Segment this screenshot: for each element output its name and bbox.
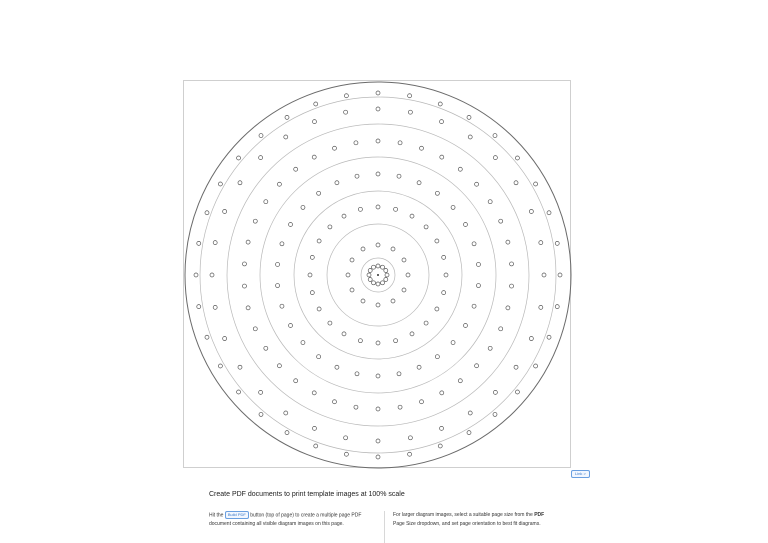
- hole-mark: [332, 400, 336, 404]
- hole-mark: [514, 181, 518, 185]
- build-pdf-button[interactable]: Build PDF: [225, 511, 249, 519]
- hole-mark: [372, 281, 376, 285]
- hole-mark: [361, 247, 365, 251]
- hole-mark: [342, 332, 346, 336]
- hole-mark: [332, 146, 336, 150]
- hole-mark: [463, 223, 467, 227]
- hole-mark: [493, 412, 497, 416]
- hole-mark: [408, 436, 412, 440]
- hole-mark: [361, 299, 365, 303]
- hole-mark: [458, 379, 462, 383]
- hole-mark: [493, 390, 497, 394]
- hole-mark: [435, 307, 439, 311]
- circular-hole-template-diagram: [184, 81, 572, 469]
- hole-mark: [328, 321, 332, 325]
- hole-mark: [264, 200, 268, 204]
- hole-mark: [205, 211, 209, 215]
- hole-mark: [246, 240, 250, 244]
- hole-mark: [402, 258, 406, 262]
- hole-mark: [402, 288, 406, 292]
- hole-mark: [344, 452, 348, 456]
- hole-mark: [310, 291, 314, 295]
- hole-mark: [384, 278, 388, 282]
- hole-mark: [499, 327, 503, 331]
- note-bold-text: PDF: [534, 512, 545, 518]
- divider: [384, 511, 385, 543]
- hole-mark: [440, 391, 444, 395]
- hole-mark: [476, 262, 480, 266]
- hole-mark: [510, 284, 514, 288]
- hole-mark: [397, 372, 401, 376]
- hole-mark: [410, 214, 414, 218]
- hole-mark: [438, 102, 442, 106]
- hole-mark: [417, 365, 421, 369]
- hole-mark: [289, 324, 293, 328]
- hole-mark: [398, 405, 402, 409]
- hole-mark: [285, 115, 289, 119]
- hole-mark: [451, 205, 455, 209]
- hole-mark: [420, 146, 424, 150]
- hole-mark: [493, 156, 497, 160]
- hole-mark: [381, 281, 385, 285]
- hole-mark: [468, 135, 472, 139]
- hole-mark: [468, 411, 472, 415]
- hole-mark: [358, 339, 362, 343]
- hole-mark: [529, 209, 533, 213]
- hole-mark: [472, 242, 476, 246]
- hole-mark: [488, 346, 492, 350]
- hole-mark: [259, 390, 263, 394]
- hole-mark: [317, 355, 321, 359]
- hole-mark: [317, 191, 321, 195]
- hole-mark: [376, 264, 380, 268]
- hole-mark: [344, 436, 348, 440]
- hole-mark: [213, 241, 217, 245]
- hole-mark: [310, 255, 314, 259]
- page-size-note: [393, 511, 553, 529]
- hole-mark: [284, 411, 288, 415]
- hole-mark: [529, 337, 533, 341]
- hole-mark: [515, 390, 519, 394]
- hole-mark: [280, 304, 284, 308]
- hole-mark: [410, 332, 414, 336]
- hole-mark: [367, 273, 371, 277]
- hole-mark: [317, 239, 321, 243]
- hole-mark: [308, 273, 312, 277]
- hole-mark: [424, 225, 428, 229]
- hole-mark: [376, 172, 380, 176]
- hole-mark: [259, 134, 263, 138]
- hole-mark: [242, 262, 246, 266]
- hole-mark: [376, 455, 380, 459]
- hole-mark: [488, 200, 492, 204]
- center-mark: [377, 274, 379, 276]
- hole-mark: [438, 444, 442, 448]
- hole-mark: [376, 303, 380, 307]
- hole-mark: [376, 243, 380, 247]
- hole-mark: [213, 305, 217, 309]
- hole-mark: [376, 91, 380, 95]
- hole-mark: [280, 242, 284, 246]
- hole-mark: [238, 181, 242, 185]
- hole-mark: [223, 209, 227, 213]
- hole-mark: [276, 284, 280, 288]
- hole-mark: [376, 107, 380, 111]
- hole-mark: [376, 341, 380, 345]
- hole-mark: [451, 341, 455, 345]
- hole-mark: [317, 307, 321, 311]
- hole-mark: [335, 181, 339, 185]
- hole-mark: [376, 205, 380, 209]
- hole-mark: [259, 156, 263, 160]
- note-text: Hit the: [209, 512, 224, 519]
- hole-mark: [350, 288, 354, 292]
- hole-mark: [312, 391, 316, 395]
- hole-mark: [391, 299, 395, 303]
- diagram-frame: [183, 80, 571, 468]
- hole-mark: [408, 110, 412, 114]
- hole-mark: [376, 439, 380, 443]
- hole-mark: [514, 365, 518, 369]
- hole-mark: [376, 407, 380, 411]
- hole-mark: [435, 191, 439, 195]
- frame-link-button[interactable]: Link >: [571, 470, 590, 478]
- hole-mark: [547, 211, 551, 215]
- hole-mark: [510, 262, 514, 266]
- hole-mark: [242, 284, 246, 288]
- hole-mark: [499, 219, 503, 223]
- hole-mark: [440, 120, 444, 124]
- hole-mark: [506, 306, 510, 310]
- hole-mark: [442, 255, 446, 259]
- hole-mark: [534, 182, 538, 186]
- hole-mark: [408, 452, 412, 456]
- note-text: For larger diagram images, select a suitable page size from the: [393, 512, 533, 518]
- hole-mark: [314, 102, 318, 106]
- hole-mark: [539, 241, 543, 245]
- hole-mark: [444, 273, 448, 277]
- hole-mark: [354, 405, 358, 409]
- hole-mark: [542, 273, 546, 277]
- hole-mark: [442, 291, 446, 295]
- hole-mark: [284, 135, 288, 139]
- hole-mark: [210, 273, 214, 277]
- hole-mark: [440, 155, 444, 159]
- hole-mark: [408, 94, 412, 98]
- hole-mark: [476, 284, 480, 288]
- hole-mark: [372, 265, 376, 269]
- hole-mark: [344, 110, 348, 114]
- hole-mark: [237, 390, 241, 394]
- hole-mark: [475, 364, 479, 368]
- hole-mark: [344, 94, 348, 98]
- hole-mark: [368, 278, 372, 282]
- hole-mark: [264, 346, 268, 350]
- hole-mark: [312, 120, 316, 124]
- hole-mark: [555, 305, 559, 309]
- hole-mark: [253, 327, 257, 331]
- hole-mark: [289, 223, 293, 227]
- hole-mark: [391, 247, 395, 251]
- hole-mark: [376, 139, 380, 143]
- hole-mark: [197, 241, 201, 245]
- hole-mark: [506, 240, 510, 244]
- hole-mark: [355, 174, 359, 178]
- hole-mark: [385, 273, 389, 277]
- hole-mark: [420, 400, 424, 404]
- hole-mark: [294, 167, 298, 171]
- hole-mark: [285, 431, 289, 435]
- hole-mark: [384, 269, 388, 273]
- hole-mark: [277, 182, 281, 186]
- hole-mark: [237, 156, 241, 160]
- note-text: button (top of page) to create a multiple page PDF document containing all visible diagram images on this page.: [209, 512, 362, 528]
- hole-mark: [312, 426, 316, 430]
- hole-mark: [472, 304, 476, 308]
- hole-mark: [350, 258, 354, 262]
- build-pdf-note: [209, 511, 377, 529]
- hole-mark: [467, 115, 471, 119]
- hole-mark: [205, 335, 209, 339]
- hole-mark: [555, 241, 559, 245]
- hole-mark: [398, 141, 402, 145]
- hole-mark: [376, 374, 380, 378]
- hole-mark: [547, 335, 551, 339]
- hole-mark: [314, 444, 318, 448]
- hole-mark: [467, 431, 471, 435]
- hole-mark: [246, 306, 250, 310]
- hole-mark: [354, 141, 358, 145]
- hole-mark: [435, 355, 439, 359]
- footer-title: Create PDF documents to print template images at 100% scale: [209, 491, 405, 498]
- hole-mark: [381, 265, 385, 269]
- hole-mark: [342, 214, 346, 218]
- hole-mark: [463, 324, 467, 328]
- hole-mark: [440, 426, 444, 430]
- hole-mark: [424, 321, 428, 325]
- hole-mark: [493, 134, 497, 138]
- hole-mark: [335, 365, 339, 369]
- hole-mark: [218, 364, 222, 368]
- hole-mark: [253, 219, 257, 223]
- hole-mark: [346, 273, 350, 277]
- hole-mark: [558, 273, 562, 277]
- hole-mark: [539, 305, 543, 309]
- hole-mark: [417, 181, 421, 185]
- hole-mark: [475, 182, 479, 186]
- hole-mark: [435, 239, 439, 243]
- hole-mark: [197, 305, 201, 309]
- hole-mark: [259, 412, 263, 416]
- hole-mark: [534, 364, 538, 368]
- hole-mark: [397, 174, 401, 178]
- hole-mark: [394, 339, 398, 343]
- hole-mark: [218, 182, 222, 186]
- hole-mark: [458, 167, 462, 171]
- hole-mark: [276, 262, 280, 266]
- hole-mark: [368, 269, 372, 273]
- hole-mark: [301, 341, 305, 345]
- hole-mark: [515, 156, 519, 160]
- hole-mark: [294, 379, 298, 383]
- hole-mark: [277, 364, 281, 368]
- hole-mark: [328, 225, 332, 229]
- hole-mark: [312, 155, 316, 159]
- hole-mark: [223, 337, 227, 341]
- note-text: Page Size dropdown, and set page orientation to best fit diagrams.: [393, 521, 541, 527]
- hole-mark: [406, 273, 410, 277]
- hole-mark: [194, 273, 198, 277]
- hole-mark: [394, 207, 398, 211]
- hole-mark: [301, 205, 305, 209]
- hole-mark: [238, 365, 242, 369]
- hole-mark: [358, 207, 362, 211]
- hole-mark: [376, 282, 380, 286]
- hole-mark: [355, 372, 359, 376]
